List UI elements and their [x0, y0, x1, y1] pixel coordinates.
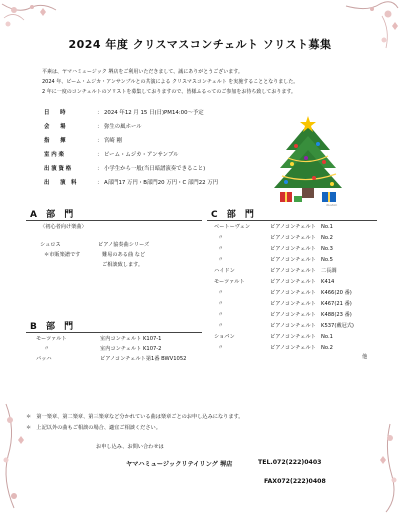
section-a-composer-note: ＊市販楽譜です [44, 252, 81, 258]
detail-colon: ： [97, 138, 103, 144]
section-a-work-note-1: 難易のある曲 など [102, 252, 146, 258]
shop-tel: TEL.072(222)0403 [258, 459, 322, 466]
intro-line-2: 2024 年、ビーム・ムジカ・アンサンブルとの共演による クリスマスコンチェルト を実施することとなりました。 [42, 79, 299, 85]
section-c-work: ピアノコンチェルト K466(20 番) [270, 290, 352, 296]
section-c-composer: 〃 [218, 345, 224, 351]
detail-value-ensemble: ビーム・ムジカ・アンサンブル [104, 152, 179, 158]
section-c-work: ピアノコンチェルト K537(戴冠式) [270, 323, 354, 329]
detail-label-venue: 会 場 [44, 124, 66, 130]
christmas-tree-icon [266, 114, 350, 206]
detail-label-date: 日 時 [44, 110, 66, 116]
section-c-composer: ショパン [214, 334, 235, 340]
section-a-work-note-2: ご相談致します。 [102, 262, 144, 268]
section-c-work: ピアノコンチェルト 二長調 [270, 268, 337, 274]
shop-name: ヤマハミュージックリテイリング 堺店 [126, 461, 233, 468]
section-a-heading: A 部 門 [30, 210, 77, 220]
section-c-work: ピアノコンチェルト No.2 [270, 345, 333, 351]
section-c-composer: 〃 [218, 323, 224, 329]
section-a-subheading: 〈初心者向け楽曲〉 [40, 224, 87, 230]
section-b-work: 室内コンチェルト K107-1 [100, 336, 162, 342]
bottom-right-ornament [360, 420, 400, 515]
section-b-work: ピアノコンチェルト第1番 BWV1052 [100, 356, 187, 362]
detail-value-date: 2024 年12 月 15 日(日)PM14:00～予定 [104, 110, 204, 116]
section-c-work: ピアノコンチェルト K488(23 番) [270, 312, 352, 318]
section-a-work: ピアノ協奏曲シリーズ [98, 242, 150, 248]
detail-value-eligibility: 小学生から一般(当日暗譜演奏できること) [104, 166, 206, 172]
detail-colon: ： [97, 124, 103, 130]
detail-label-fee: 出 演 料 [44, 180, 77, 186]
section-c-composer: 〃 [218, 301, 224, 307]
section-b-heading: B 部 門 [30, 322, 77, 332]
intro-line-1: 平素は、ヤマハミュージック 堺店をご利用いただきまして、誠にありがとうございます。 [42, 69, 243, 75]
section-b-work: 室内コンチェルト K107-2 [100, 346, 162, 352]
section-c-work: ピアノコンチェルト No.1 [270, 334, 333, 340]
note-line-1: ＊ 第一楽章、第二楽章、第三楽章など分かれている曲は楽章ごとのお申し込みになります。 [26, 414, 244, 420]
page-title: 2024 年度 クリスマスコンチェルト ソリスト募集 [68, 38, 332, 51]
shop-fax: FAX072(222)0408 [264, 478, 326, 485]
section-c-etc: 他 [362, 354, 368, 360]
detail-colon: ： [97, 166, 103, 172]
section-b-composer: バッハ [36, 356, 52, 362]
section-c-work: ピアノコンチェルト No.5 [270, 257, 333, 263]
note-line-2: ＊ 上記以外の曲もご相談の場合、適宜ご相談ください。 [26, 425, 161, 431]
section-c-work: ピアノコンチェルト No.3 [270, 246, 333, 252]
section-b-rule [26, 332, 202, 333]
section-c-rule [207, 220, 377, 221]
section-b-composer: 〃 [44, 346, 50, 352]
section-c-composer: 〃 [218, 257, 224, 263]
section-c-composer: ベートーヴェン [214, 224, 251, 230]
section-c-composer: 〃 [218, 290, 224, 296]
detail-colon: ： [97, 110, 103, 116]
section-b-composer: モーツァルト [36, 336, 67, 342]
section-c-composer: モーツァルト [214, 279, 245, 285]
inquiry-text: お申し込み、お問い合わせは [96, 444, 164, 450]
detail-value-venue: 弥生の風ホール [104, 124, 142, 130]
detail-value-conductor: 宮崎 剛 [104, 138, 122, 144]
intro-line-3: 2 年に一度のコンチェルトのソリストを募集しておりますので、皆様ふるってのご参加をお待ち致しております。 [42, 89, 296, 95]
section-c-composer: 〃 [218, 235, 224, 241]
section-a-rule [26, 220, 202, 221]
section-c-work: ピアノコンチェルト K414 [270, 279, 335, 285]
detail-colon: ： [97, 152, 103, 158]
section-c-work: ピアノコンチェルト No.2 [270, 235, 333, 241]
detail-colon: ： [97, 180, 103, 186]
detail-label-eligibility: 出 演 資 格 [44, 166, 72, 172]
section-c-composer: 〃 [218, 246, 224, 252]
section-c-composer: ハイドン [214, 268, 235, 274]
section-c-heading: C 部 門 [211, 210, 257, 220]
section-a-composer: シュロス [40, 242, 61, 248]
section-c-composer: 〃 [218, 312, 224, 318]
section-c-work: ピアノコンチェルト K467(21 番) [270, 301, 352, 307]
detail-label-conductor: 指 揮 [44, 138, 66, 144]
section-c-work: ピアノコンチェルト No.1 [270, 224, 333, 230]
detail-value-fee: A部門17 万円・B部門20 万円・C 部門22 万円 [104, 180, 219, 186]
detail-label-ensemble: 室 内 楽 [44, 152, 64, 158]
tree-caption: illustAC [326, 203, 338, 207]
